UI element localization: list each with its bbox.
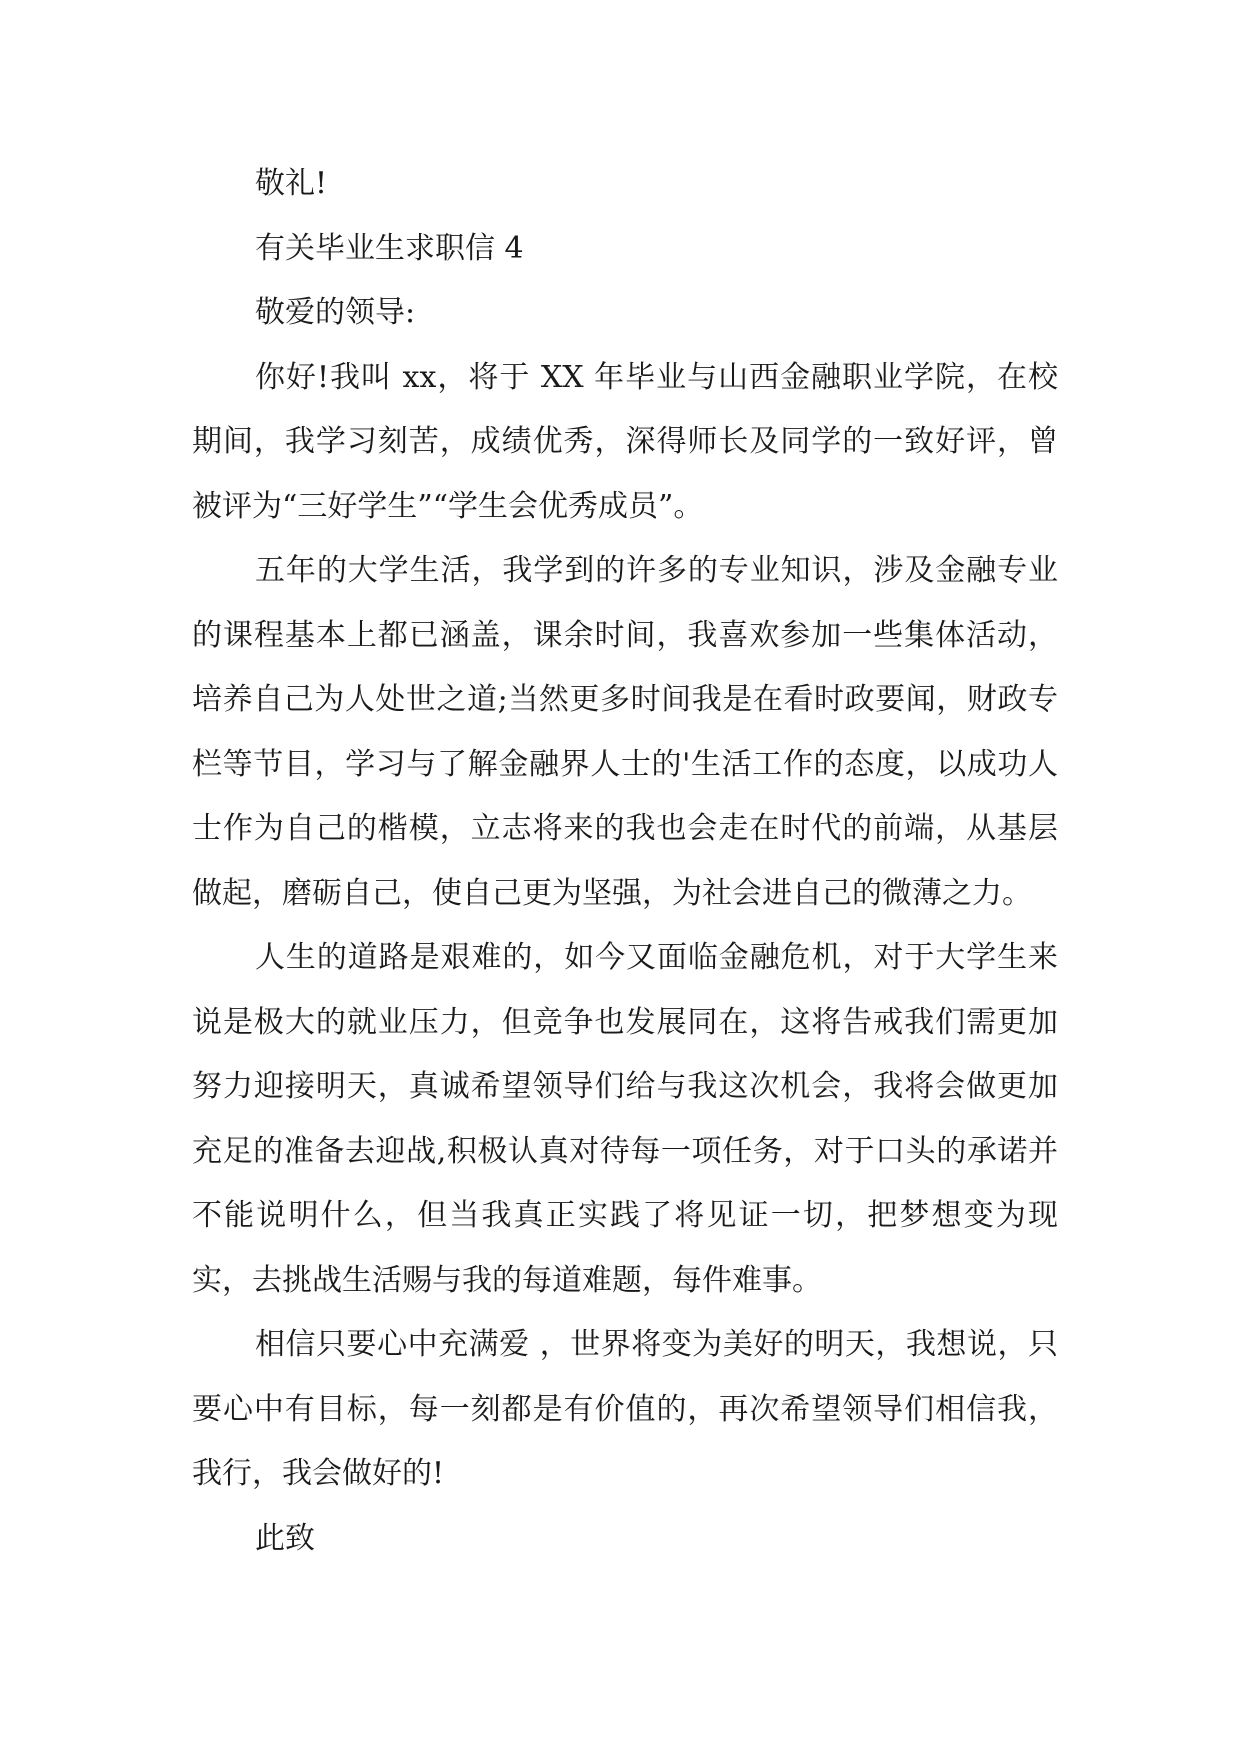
body-paragraph-intro: 你好!我叫 xx，将于 XX 年毕业与山西金融职业学院，在校期间，我学习刻苦，成绩优秀，深得师长及同学的一致好评，曾被评为“三好学生”“学生会优秀成员”。 — [192, 359, 1058, 524]
closing-phrase: 此致 — [255, 1520, 315, 1556]
letter-body — [192, 152, 1058, 1571]
section-heading: 有关毕业生求职信 4 — [255, 230, 524, 266]
body-paragraph-college-life: 五年的大学生活，我学到的许多的专业知识，涉及金融专业的课程基本上都已涵盖，课余时间，我喜欢参加一些集体活动，培养自己为人处世之道;当然更多时间我是在看时政要闻，财政专栏等节目，学习与了解金融界人士的'生活工作的态度，以成功人士作为自己的楷模，立志将来的我也会走在时代的前端，从基层做起，磨砺自己，使自己更为坚强，为社会进自己的微薄之力。 — [192, 553, 1058, 911]
body-paragraph-belief: 相信只要心中充满爱 ，世界将变为美好的明天，我想说，只要心中有目标，每一刻都是有价值的，再次希望领导们相信我，我行，我会做好的! — [192, 1327, 1058, 1491]
closing-salute: 敬礼! — [255, 166, 328, 201]
body-paragraph-challenges: 人生的道路是艰难的，如今又面临金融危机，对于大学生来说是极大的就业压力，但竞争也发展同在，这将告戒我们需更加努力迎接明天，真诚希望领导们给与我这次机会，我将会做更加充足的准备去迎战,积极认真对待每一项任务，对于口头的承诺并不能说明什么，但当我真正实践了将见证一切，把梦想变为现实，去挑战生活赐与我的每道难题，每件难事。 — [192, 940, 1058, 1298]
salutation: 敬爱的领导: — [255, 295, 416, 330]
